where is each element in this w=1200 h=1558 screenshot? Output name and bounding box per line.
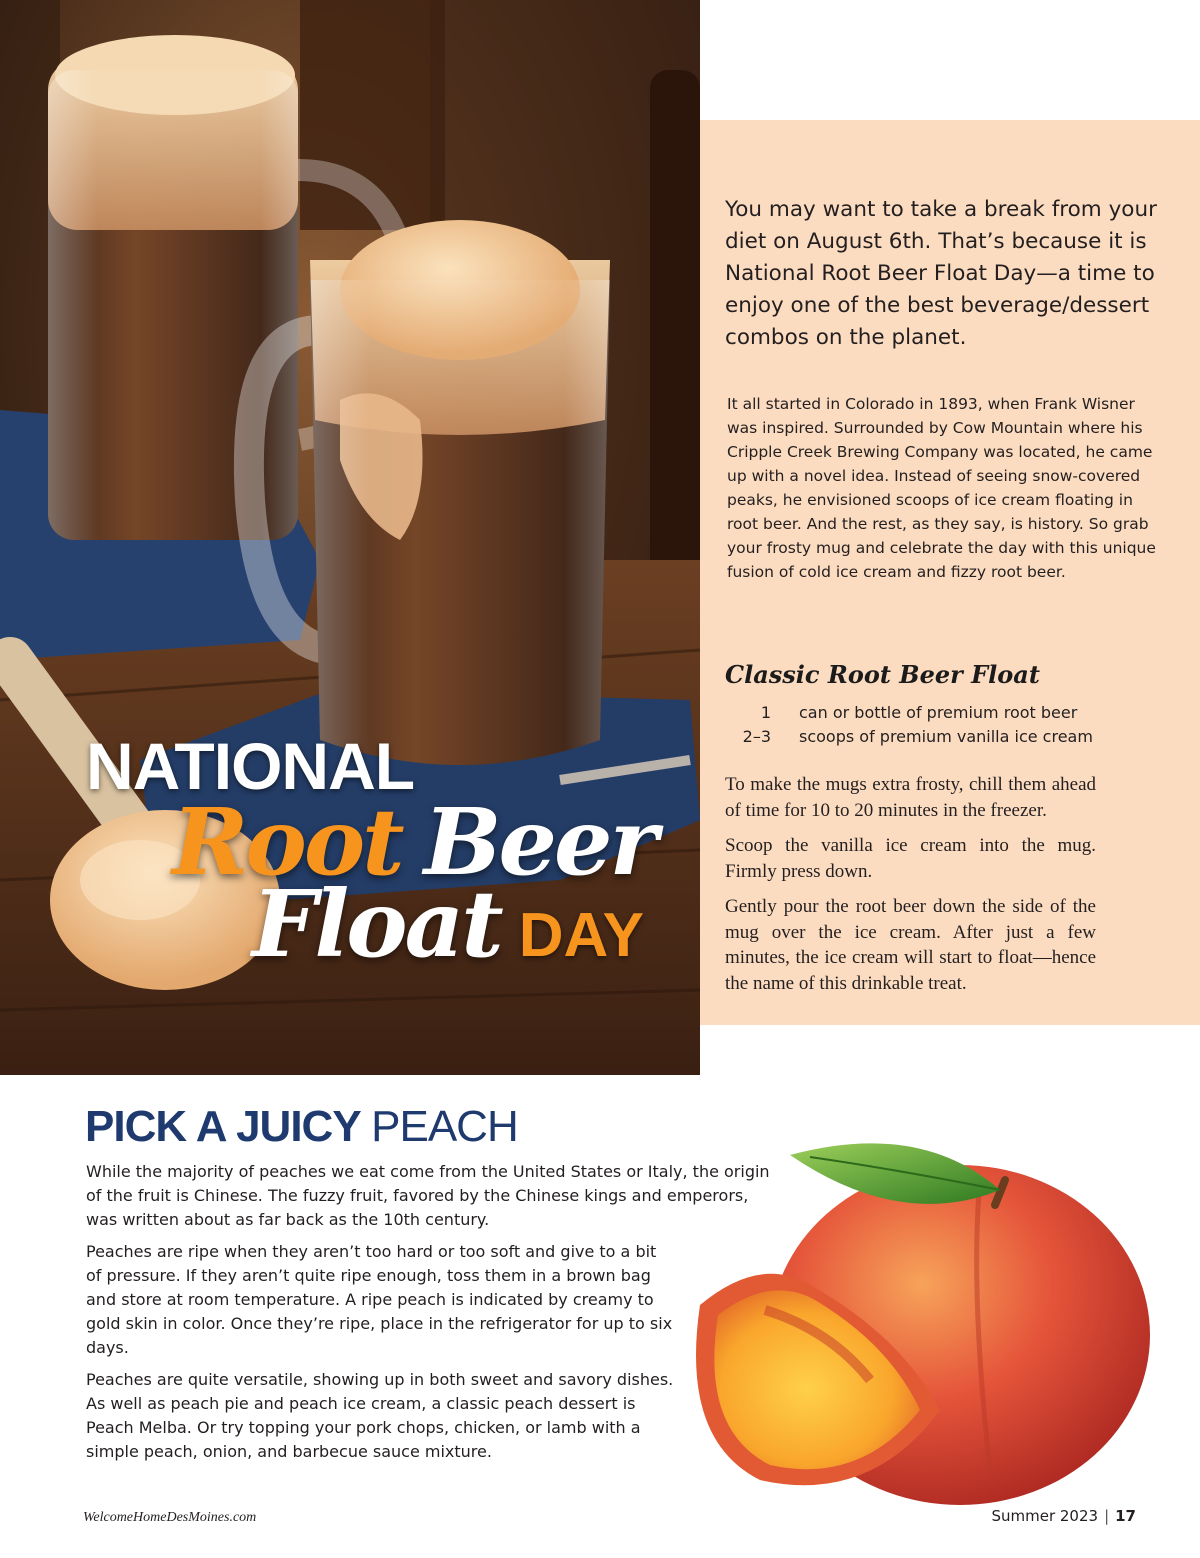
recipe-steps	[725, 772, 1096, 1006]
footer-separator: |	[1104, 1507, 1110, 1525]
recipe-step: Gently pour the root beer down the side of the mug over the ice cream. After just a few minutes, the ice cream will start to float—hence the name of this drinkable treat.	[725, 896, 1096, 994]
ingredient-list	[727, 701, 1167, 749]
title-float-day-line	[252, 870, 644, 978]
history-paragraph: It all started in Colorado in 1893, when Frank Wisner was inspired. Surrounded by Cow Mountain where his Cripple Creek Brewing Company was located, he came up with a novel idea. Instead of seeing snow-covered peaks, he envisioned scoops of ice cream floating in root beer. And the rest, as they say, is history. So grab your frosty mug and celebrate the day with this unique fusion of cold ice cream and fizzy root beer.	[727, 395, 1156, 581]
page-number: 17	[1115, 1507, 1136, 1525]
ingredient-name: scoops of premium vanilla ice cream	[799, 727, 1093, 746]
peach-illustration	[670, 1110, 1170, 1510]
title-root: Root	[172, 788, 402, 896]
ingredient-quantity: 2–3	[742, 727, 771, 746]
title-beer: Beer	[423, 788, 655, 896]
recipe-step: To make the mugs extra frosty, chill them ahead of time for 10 to 20 minutes in the freezer.	[725, 774, 1096, 821]
intro-paragraph: You may want to take a break from your diet on August 6th. That’s because it is National Root Beer Float Day—a time to enjoy one of the best beverage/dessert combos on the planet.	[725, 197, 1157, 350]
ingredient-name: can or bottle of premium root beer	[799, 703, 1078, 722]
footer-issue-info	[991, 1507, 1136, 1525]
ingredient-quantity: 1	[760, 703, 771, 722]
footer-website: WelcomeHomeDesMoines.com	[83, 1510, 257, 1525]
recipe-step: Scoop the vanilla ice cream into the mug. Firmly press down.	[725, 835, 1096, 882]
ingredient-item	[727, 701, 1167, 725]
recipe-title: Classic Root Beer Float	[725, 660, 1040, 689]
title-day: DAY	[518, 901, 644, 970]
peach-title-bold: PICK A JUICY	[85, 1102, 360, 1151]
hero-title	[0, 0, 700, 1075]
peach-section-title	[85, 1102, 518, 1152]
peach-paragraph: While the majority of peaches we eat come from the United States or Italy, the origin of the fruit is Chinese. The fuzzy fruit, favored by the Chinese kings and emperors, was written about as far back as the 10th century.	[86, 1162, 770, 1229]
ingredient-item	[727, 725, 1167, 749]
peach-paragraph: Peaches are ripe when they aren’t too hard or too soft and give to a bit of pressure. If they aren’t quite ripe enough, toss them in a brown bag and store at room temperature. A ripe peach is indicated by creamy to gold skin in color. Once they’re ripe, place in the refrigerator for up to six days.	[86, 1242, 673, 1357]
title-float: Float	[252, 870, 501, 978]
footer-issue: Summer 2023	[991, 1507, 1099, 1525]
root-beer-float-photo	[0, 0, 700, 1075]
peach-title-regular: PEACH	[371, 1102, 518, 1151]
peach-paragraph: Peaches are quite versatile, showing up in both sweet and savory dishes. As well as peach pie and peach ice cream, a classic peach dessert is Peach Melba. Or try topping your pork chops, chicken, or lamb with a simple peach, onion, and barbecue sauce mixture.	[86, 1370, 674, 1461]
title-national: NATIONAL	[86, 729, 415, 803]
